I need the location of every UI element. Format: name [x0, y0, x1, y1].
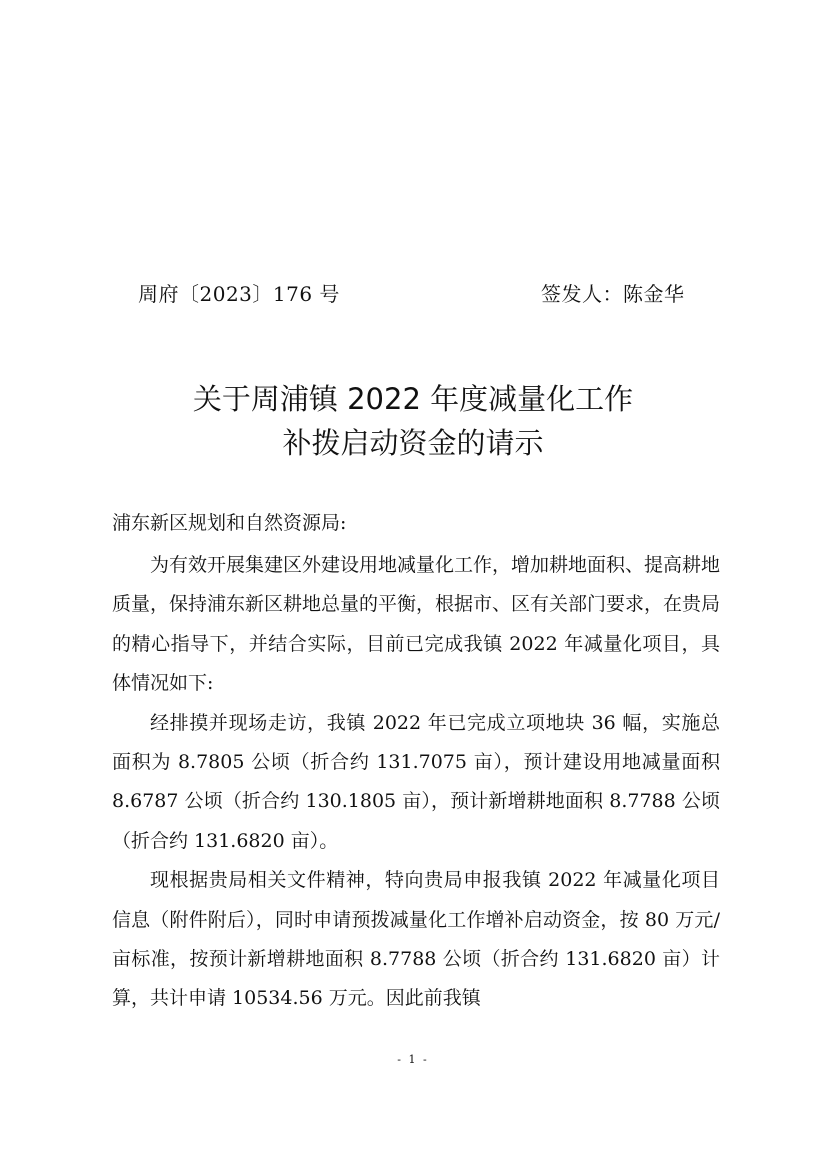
document-title-line-1: 关于周浦镇 2022 年度减量化工作 [192, 382, 634, 416]
body-paragraph-2: 经排摸并现场走访，我镇 2022 年已完成立项地块 36 幅，实施总面积为 8.7805 公顷（折合约 131.7075 亩），预计建设用地减量面积 8.6787 公顷（折合约 130.1805 亩），预计新增耕地面积 8.7788 公顷（折合约 131.6820 亩）。 [112, 711, 720, 852]
page-number: - 1 - [397, 1053, 429, 1066]
signer: 签发人：陈金华 [541, 282, 685, 306]
document-number: 周府〔2023〕176 号 [138, 282, 340, 306]
body-paragraph-1: 为有效开展集建区外建设用地减量化工作，增加耕地面积、提高耕地质量，保持浦东新区耕地总量的平衡，根据市、区有关部门要求，在贵局的精心指导下，并结合实际，目前已完成我镇 2022 年减量化项目，具体情况如下: [112, 554, 721, 695]
salutation: 浦东新区规划和自然资源局: [112, 512, 347, 534]
document-body [112, 546, 720, 1019]
document-title-line-2: 补拨启动资金的请示 [282, 426, 544, 460]
body-paragraph-3: 现根据贵局相关文件精神，特向贵局申报我镇 2022 年减量化项目信息（附件附后），同时申请预拨减量化工作增补启动资金，按 80 万元/亩标准，按预计新增耕地面积 8.7788 公顷（折合约 131.6820 亩）计算，共计申请 10534.56 万元。因此前我镇 [112, 869, 720, 1010]
